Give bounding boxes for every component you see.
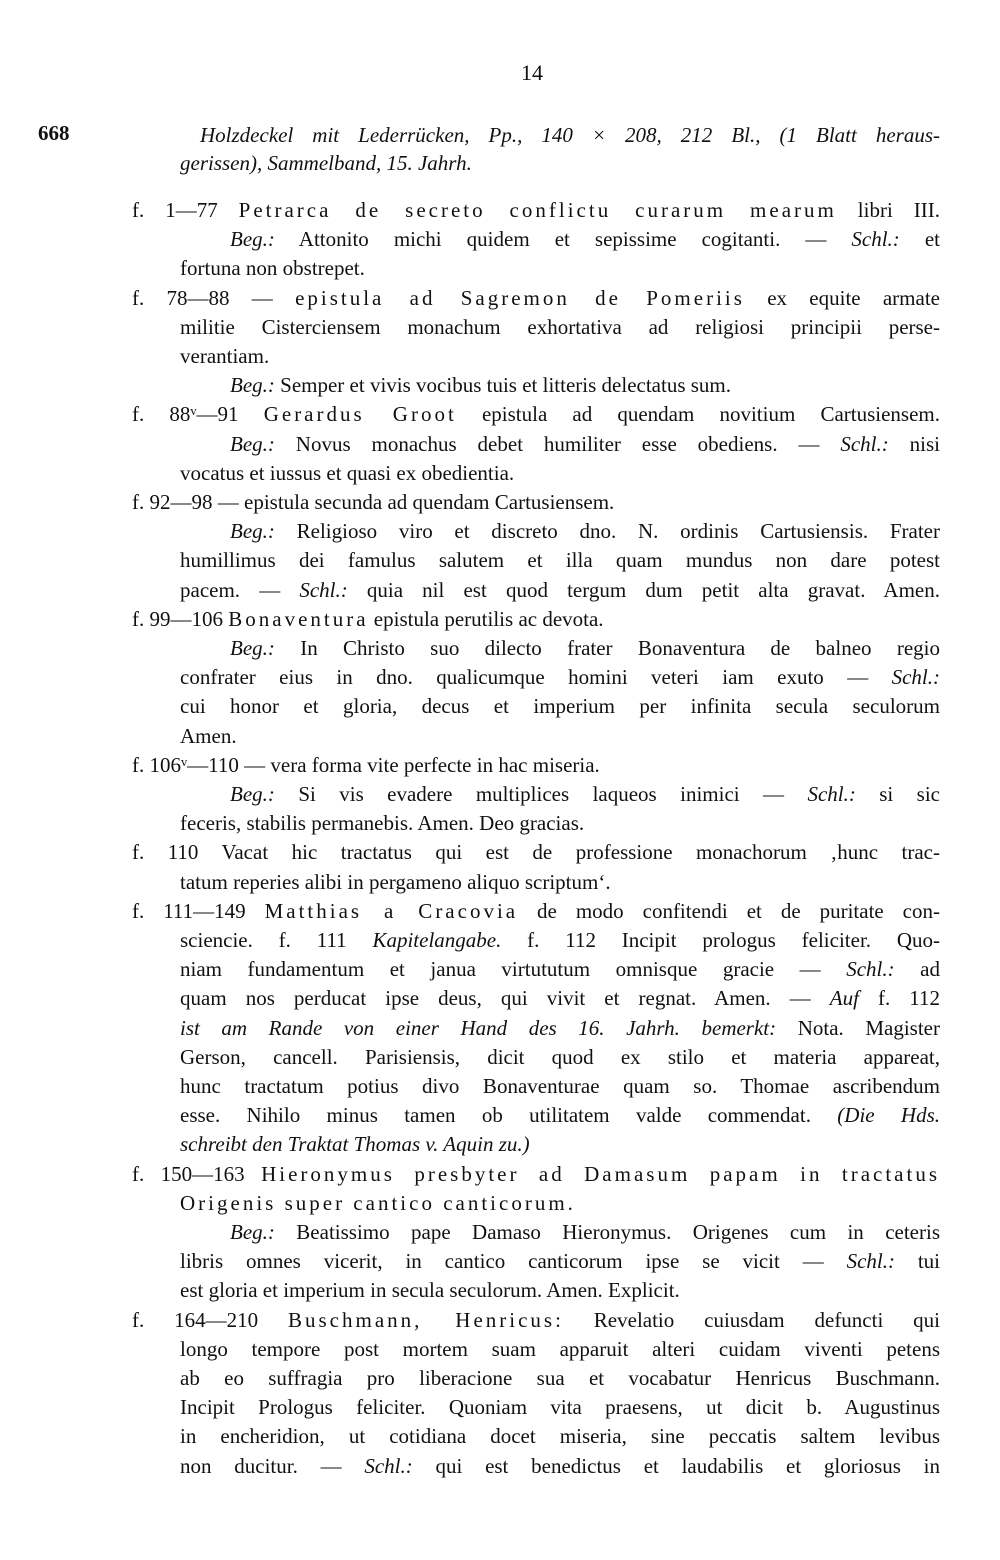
text: in encheridion, ut cotidiana docet miseria, sine peccatis saltem levibus — [180, 1424, 940, 1449]
text-line — [180, 1130, 940, 1159]
spaced-title-text: Bonaventura — [228, 606, 369, 631]
text-line — [180, 1452, 940, 1481]
incipit-line — [230, 371, 940, 400]
text: ad — [894, 957, 940, 982]
text: f. 111—149 — [132, 898, 265, 923]
text: hunc tractatum potius divo Bonaventurae quam so. Thomae ascribendum — [180, 1074, 940, 1098]
text: Incipit Prologus feliciter. Quoniam vita praesens, ut dicit b. Augustinus — [180, 1395, 940, 1420]
italic-text: Beg.: — [230, 519, 275, 544]
text: confrater eius in dno. qualicumque homini veteri iam exuto — — [180, 665, 892, 690]
text: qui est benedictus et laudabilis et gloriosus in — [412, 1453, 940, 1478]
italic-text: (Die Hds. — [837, 1103, 941, 1128]
spaced-title-text: Petrarca de secreto conflictu curarum mearum — [238, 198, 837, 222]
text: f. 88ᵛ—91 — [132, 402, 264, 427]
italic-text: ist am Rande von einer Hand des 16. Jahrh. bemerkt: — [180, 1015, 777, 1040]
italic-text: gerissen), Sammelband, 15. Jahrh. — [180, 151, 472, 175]
italic-text: Holzdeckel mit Lederrücken, Pp., 140 × 208, 212 Bl., (1 Blatt heraus- — [200, 123, 940, 147]
folio-entry-line — [132, 284, 940, 313]
folio-entry-line — [132, 1306, 940, 1335]
text-line — [180, 576, 940, 605]
text-line — [180, 809, 940, 838]
text: Gerson, cancell. Parisiensis, dicit quod ex stilo et materia appareat, — [180, 1044, 940, 1069]
text-line — [180, 926, 940, 955]
text-line — [180, 1189, 940, 1218]
text: quam nos perducat ipse deus, qui vivit et regnat. Amen. — — [180, 986, 830, 1011]
spaced-title-text: epistula ad Sagremon de Pomeriis — [295, 285, 745, 310]
text: quia nil est quod tergum dum petit alta gravat. Amen. — [347, 577, 940, 602]
folio-entry-line — [132, 400, 940, 429]
spaced-title-text: Hieronymus presbyter ad Damasum papam in tractatus — [261, 1161, 940, 1186]
text: feceris, stabilis permanebis. Amen. Deo gracias. — [180, 811, 585, 836]
italic-text: Schl.: — [299, 577, 348, 602]
italic-text: Beg.: — [230, 1220, 275, 1244]
text: f. 110 Vacat hic tractatus qui est de professione monachorum ‚hunc trac- — [132, 840, 940, 865]
spaced-title-text: Origenis super cantico canticorum. — [180, 1190, 576, 1215]
italic-text: Schl.: — [364, 1453, 413, 1478]
italic-text: Schl.: — [807, 782, 856, 806]
text: Si vis evadere multiplices laqueos inimici — — [274, 782, 808, 806]
text-line — [180, 254, 940, 283]
spaced-title-text: Matthias a Cracovia — [264, 898, 519, 923]
folio-entry-line — [132, 1160, 940, 1189]
text: f. 112 Incipit prologus feliciter. Quo- — [501, 928, 940, 952]
folio-entry-line — [132, 838, 940, 867]
italic-text: schreibt den Traktat Thomas v. Aquin zu.) — [180, 1132, 530, 1157]
italic-text: Auf — [829, 986, 859, 1011]
italic-text: Beg.: — [230, 782, 275, 806]
spaced-title-text: Gerardus Groot — [263, 402, 457, 427]
text: fortuna non obstrepet. — [180, 256, 365, 281]
page-number: 14 — [521, 60, 543, 85]
folio-entry-line — [132, 488, 940, 517]
text-line — [180, 342, 940, 371]
text-line — [180, 868, 940, 897]
text-line — [180, 1393, 940, 1422]
text: tui — [894, 1249, 940, 1274]
text: verantiam. — [180, 344, 270, 368]
text: non ducitur. — — [180, 1453, 365, 1478]
text-line — [180, 663, 940, 692]
italic-text: Beg.: — [230, 431, 275, 456]
text: ex equite armate — [744, 285, 940, 310]
text: cui honor et gloria, decus et imperium per infinita secula seculorum — [180, 694, 940, 719]
incipit-line — [230, 517, 940, 546]
text: f. 112 — [858, 986, 940, 1011]
italic-text: Schl.: — [851, 227, 900, 252]
text: pacem. — — [180, 577, 300, 602]
italic-text: Beg.: — [230, 227, 275, 252]
text: de modo confitendi et de puritate con- — [518, 898, 940, 923]
text-line — [180, 722, 940, 751]
text-line — [180, 692, 940, 721]
text: In Christo suo dilecto frater Bonaventura de balneo regio — [274, 636, 940, 660]
manuscript-description-line — [200, 121, 940, 150]
italic-text: Schl.: — [846, 1249, 895, 1274]
text: si sic — [855, 782, 940, 806]
italic-text: Beg.: — [230, 636, 275, 660]
text-line — [180, 1247, 940, 1276]
italic-text: Schl.: — [840, 431, 889, 456]
incipit-line — [230, 634, 940, 663]
text: esse. Nihilo minus tamen ob utilitatem valde commendat. — [180, 1103, 838, 1128]
text-line — [180, 1364, 940, 1393]
spaced-title-text: Buschmann, Henricus: — [288, 1307, 564, 1332]
text: et — [899, 227, 940, 252]
text: Nota. Magister — [776, 1015, 940, 1040]
text: sciencie. f. 111 — [180, 928, 373, 952]
incipit-line — [230, 430, 940, 459]
text-line — [180, 955, 940, 984]
text: Beatissimo pape Damaso Hieronymus. Origenes cum in ceteris — [274, 1220, 940, 1244]
incipit-line — [230, 225, 940, 254]
text: Semper et vivis vocibus tuis et litteris delectatus sum. — [274, 373, 731, 398]
text: niam fundamentum et janua virtututum omnisque gracie — — [180, 957, 847, 982]
manuscript-number: 668 — [38, 121, 70, 145]
text: humillimus dei famulus salutem et illa quam mundus non dare potest — [180, 548, 940, 573]
folio-entry-line — [132, 751, 940, 780]
text: Novus monachus debet humiliter esse obediens. — — [274, 431, 841, 456]
text: Religioso viro et discreto dno. N. ordinis Cartusiensis. Frater — [274, 519, 940, 544]
folio-entry-line — [132, 897, 940, 926]
text: Amen. — [180, 723, 237, 748]
text-line — [180, 546, 940, 575]
text-line — [180, 1014, 940, 1043]
text-line — [180, 984, 940, 1013]
text: epistula perutilis ac devota. — [368, 606, 604, 631]
manuscript-description-line — [180, 149, 940, 178]
incipit-line — [230, 780, 940, 809]
text: libri III. — [836, 198, 940, 222]
text: epistula ad quendam novitium Cartusiensem. — [456, 402, 941, 427]
text: Revelatio cuiusdam defuncti qui — [563, 1307, 941, 1332]
text: f. 92—98 — epistula secunda ad quendam Cartusiensem. — [132, 490, 615, 514]
text: est gloria et imperium in secula seculorum. Amen. Explicit. — [180, 1278, 680, 1303]
folio-entry-line — [132, 605, 940, 634]
italic-text: Schl.: — [846, 957, 895, 982]
text: longo tempore post mortem suam apparuit alteri cuidam viventi petens — [180, 1336, 940, 1361]
text-line — [180, 459, 940, 488]
text-line — [180, 1335, 940, 1364]
italic-text: Kapitelangabe. — [372, 928, 502, 952]
text: tatum reperies alibi in pergameno aliquo scriptum‘. — [180, 869, 611, 894]
text: Attonito michi quidem et sepissime cogitanti. — — [274, 227, 852, 252]
folio-entry-line — [132, 196, 940, 225]
text-line — [180, 1101, 940, 1130]
text: f. 164—210 — [132, 1307, 288, 1332]
text: f. 78—88 — — [132, 285, 296, 310]
text: f. 150—163 — [132, 1161, 262, 1186]
text-line — [180, 313, 940, 342]
text-line — [180, 1422, 940, 1451]
text-line — [180, 1043, 940, 1072]
text: f. 99—106 — [132, 606, 229, 631]
italic-text: Beg.: — [230, 373, 275, 398]
text: libris omnes vicerit, in cantico canticorum ipse se vicit — — [180, 1249, 847, 1274]
text: f. 1—77 — [132, 198, 239, 222]
text: ab eo suffragia pro liberacione sua et vocabatur Henricus Buschmann. — [180, 1366, 940, 1390]
incipit-line — [230, 1218, 940, 1247]
text: vocatus et iussus et quasi ex obedientia. — [180, 460, 515, 485]
text: f. 106ᵛ—110 — vera forma vite perfecte in hac miseria. — [132, 752, 600, 777]
text-line — [180, 1276, 940, 1305]
text-line — [180, 1072, 940, 1101]
text: nisi — [888, 431, 940, 456]
italic-text: Schl.: — [891, 665, 940, 690]
text: militie Cisterciensem monachum exhortativa ad religiosi principii perse- — [180, 314, 940, 339]
